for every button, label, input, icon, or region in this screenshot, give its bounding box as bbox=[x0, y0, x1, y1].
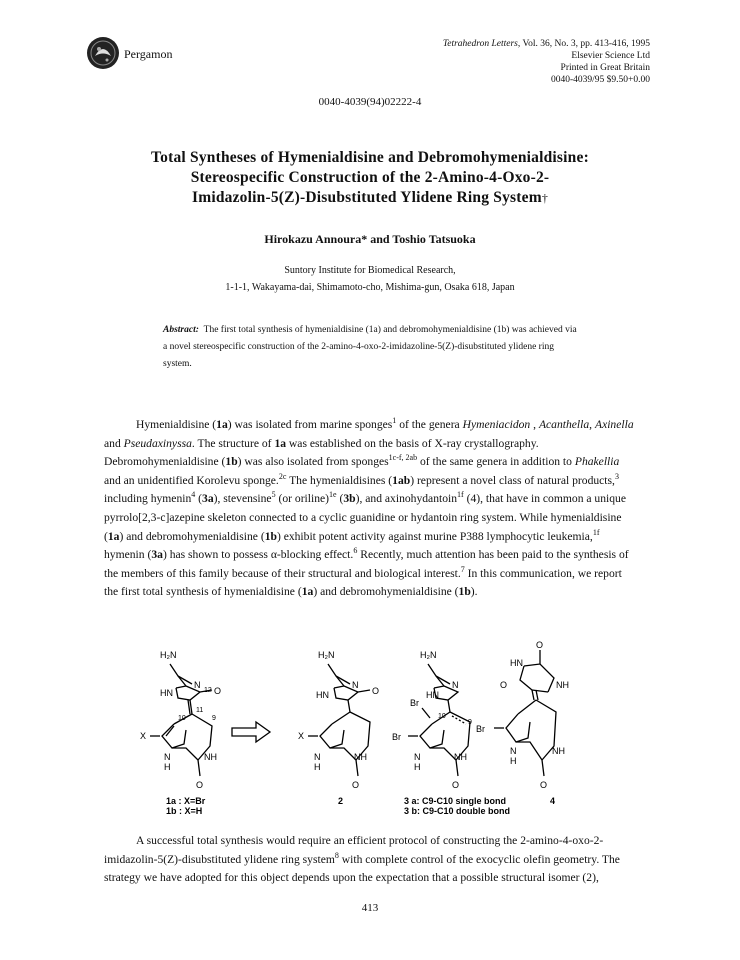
svg-text:H₂N: H₂N bbox=[318, 650, 335, 660]
svg-text:N: N bbox=[510, 746, 517, 756]
svg-text:10: 10 bbox=[438, 713, 446, 720]
svg-text:O: O bbox=[214, 686, 222, 696]
svg-text:10: 10 bbox=[178, 715, 186, 722]
svg-text:HN: HN bbox=[426, 690, 439, 700]
svg-text:O: O bbox=[196, 780, 204, 790]
synthesis-arrow bbox=[232, 722, 270, 742]
svg-text:N: N bbox=[314, 752, 321, 762]
publisher-full: Elsevier Science Ltd bbox=[571, 51, 650, 61]
printed-location: Printed in Great Britain bbox=[560, 63, 650, 73]
svg-text:9: 9 bbox=[468, 719, 472, 726]
svg-text:12: 12 bbox=[204, 687, 212, 694]
caption-1a: 1a : X=Br bbox=[166, 796, 206, 806]
paper-title: Total Syntheses of Hymenialdisine and Debromohymenialdisine: Stereospecific Construction of the 2-Amino-4-Oxo-2- Imidazolin-5(Z)-Disubstituted Ylidene Ring System† bbox=[151, 149, 589, 206]
svg-text:H₂N: H₂N bbox=[420, 650, 437, 660]
publisher-name: Pergamon bbox=[124, 47, 173, 61]
caption-3b: 3 b: C9-C10 double bond bbox=[404, 806, 511, 816]
chemical-structures-scheme bbox=[120, 636, 640, 816]
svg-text:9: 9 bbox=[212, 715, 216, 722]
abstract-text: The first total synthesis of hymenialdisine (1a) and debromohymenialdisine (1b) was achieved via a novel stereospecific construction of the 2-amino-4-oxo-2-imidazoline-5(Z)-disubstituted ylidene ring system. bbox=[163, 325, 577, 369]
svg-text:NH: NH bbox=[354, 752, 367, 762]
svg-text:X: X bbox=[298, 731, 305, 741]
authors: Hirokazu Annoura* and Toshio Tatsuoka bbox=[264, 232, 476, 246]
svg-text:H: H bbox=[314, 762, 321, 772]
caption-1b: 1b : X=H bbox=[166, 806, 203, 816]
svg-text:H: H bbox=[510, 756, 517, 766]
svg-text:H: H bbox=[164, 762, 171, 772]
svg-text:O: O bbox=[372, 686, 380, 696]
svg-text:Br: Br bbox=[410, 698, 419, 708]
abstract bbox=[163, 322, 583, 373]
page-number: 413 bbox=[361, 902, 379, 914]
caption-2: 2 bbox=[338, 796, 344, 806]
svg-text:Br: Br bbox=[476, 724, 485, 734]
abstract-label: Abstract: bbox=[163, 325, 199, 335]
structure-4 bbox=[494, 650, 556, 776]
caption-4: 4 bbox=[550, 796, 556, 806]
price-code: 0040-4039/95 $9.50+0.00 bbox=[550, 75, 650, 85]
svg-text:NH: NH bbox=[552, 746, 565, 756]
svg-text:O: O bbox=[452, 780, 460, 790]
svg-text:Br: Br bbox=[392, 732, 401, 742]
svg-text:NH: NH bbox=[204, 752, 217, 762]
svg-text:X: X bbox=[140, 731, 147, 741]
svg-text:NH: NH bbox=[556, 680, 569, 690]
svg-text:HN: HN bbox=[510, 658, 523, 668]
svg-text:O: O bbox=[500, 680, 508, 690]
svg-text:N: N bbox=[452, 680, 459, 690]
journal-info bbox=[350, 38, 650, 86]
doi: 0040-4039(94)02222-4 bbox=[318, 96, 422, 108]
svg-text:NH: NH bbox=[454, 752, 467, 762]
caption-3a: 3 a: C9-C10 single bond bbox=[404, 796, 507, 806]
body-paragraph-1: Hymenialdisine (1a) was isolated from marine sponges$^1$ of the genera Hymeniacidon , Acanthella, Axinella and Pseudaxinyssa. The structure of 1a was established on the basis of X-ray crystallography. Debromohymenialdisine (1b) was also isolated from sponges$^{1c-f, 2ab}$ of the same genera in addition to Phakellia and an unidentified Korolevu sponge.$^{2c}$ The hymenialdisines (1ab) represent a novel class of natural products,$^3$ including hymenin$^4$ (3a), stevensine$^5$ (or oriline)$^{1e}$ (3b), and axinohydantoin$^{1f}$ (4), that have in common a unique pyrrolo[2,3-c]azepine skeleton connected to a cyclic guanidine or hydantoin ring system. While hymenialdisine (1a) and debromohymenialdisine (1b) exhibit potent activity against murine P388 lymphocytic leukemia,$^{1f}$ hymenin (3a) has shown to possess α-blocking effect.$^6$ Recently, much attention has been paid to the synthesis of the members of this family because of their structural and biological interest.$^7$ In this communication, we report the first total synthesis of hymenialdisine (1a) and debromohymenialdisine (1b). bbox=[104, 416, 634, 599]
svg-text:HN: HN bbox=[160, 688, 173, 698]
pergamon-logo bbox=[86, 36, 120, 70]
svg-text:N: N bbox=[414, 752, 421, 762]
affiliation: Suntory Institute for Biomedical Research, 1-1-1, Wakayama-dai, Shimamoto-cho, Mishima-gun, Osaka 618, Japan bbox=[225, 265, 515, 293]
svg-text:N: N bbox=[194, 680, 201, 690]
svg-text:H₂N: H₂N bbox=[160, 650, 177, 660]
journal-citation: Tetrahedron Letters, Vol. 36, No. 3, pp. 413-416, 1995 bbox=[442, 39, 650, 49]
svg-text:O: O bbox=[536, 640, 544, 650]
svg-text:N: N bbox=[164, 752, 171, 762]
svg-text:HN: HN bbox=[316, 690, 329, 700]
svg-text:O: O bbox=[352, 780, 360, 790]
svg-text:11: 11 bbox=[196, 707, 204, 714]
svg-text:N: N bbox=[352, 680, 359, 690]
svg-text:H: H bbox=[414, 762, 421, 772]
body-paragraph-2: A successful total synthesis would require an efficient protocol of constructing the 2-amino-4-oxo-2-imidazolin-5(Z)-disubstituted ylidene ring system$^8$ with complete control of the exocyclic olefin geometry. The strategy we have adopted for this object depends upon the expectation that a possible structural isomer (2), bbox=[104, 834, 620, 885]
svg-text:O: O bbox=[540, 780, 548, 790]
